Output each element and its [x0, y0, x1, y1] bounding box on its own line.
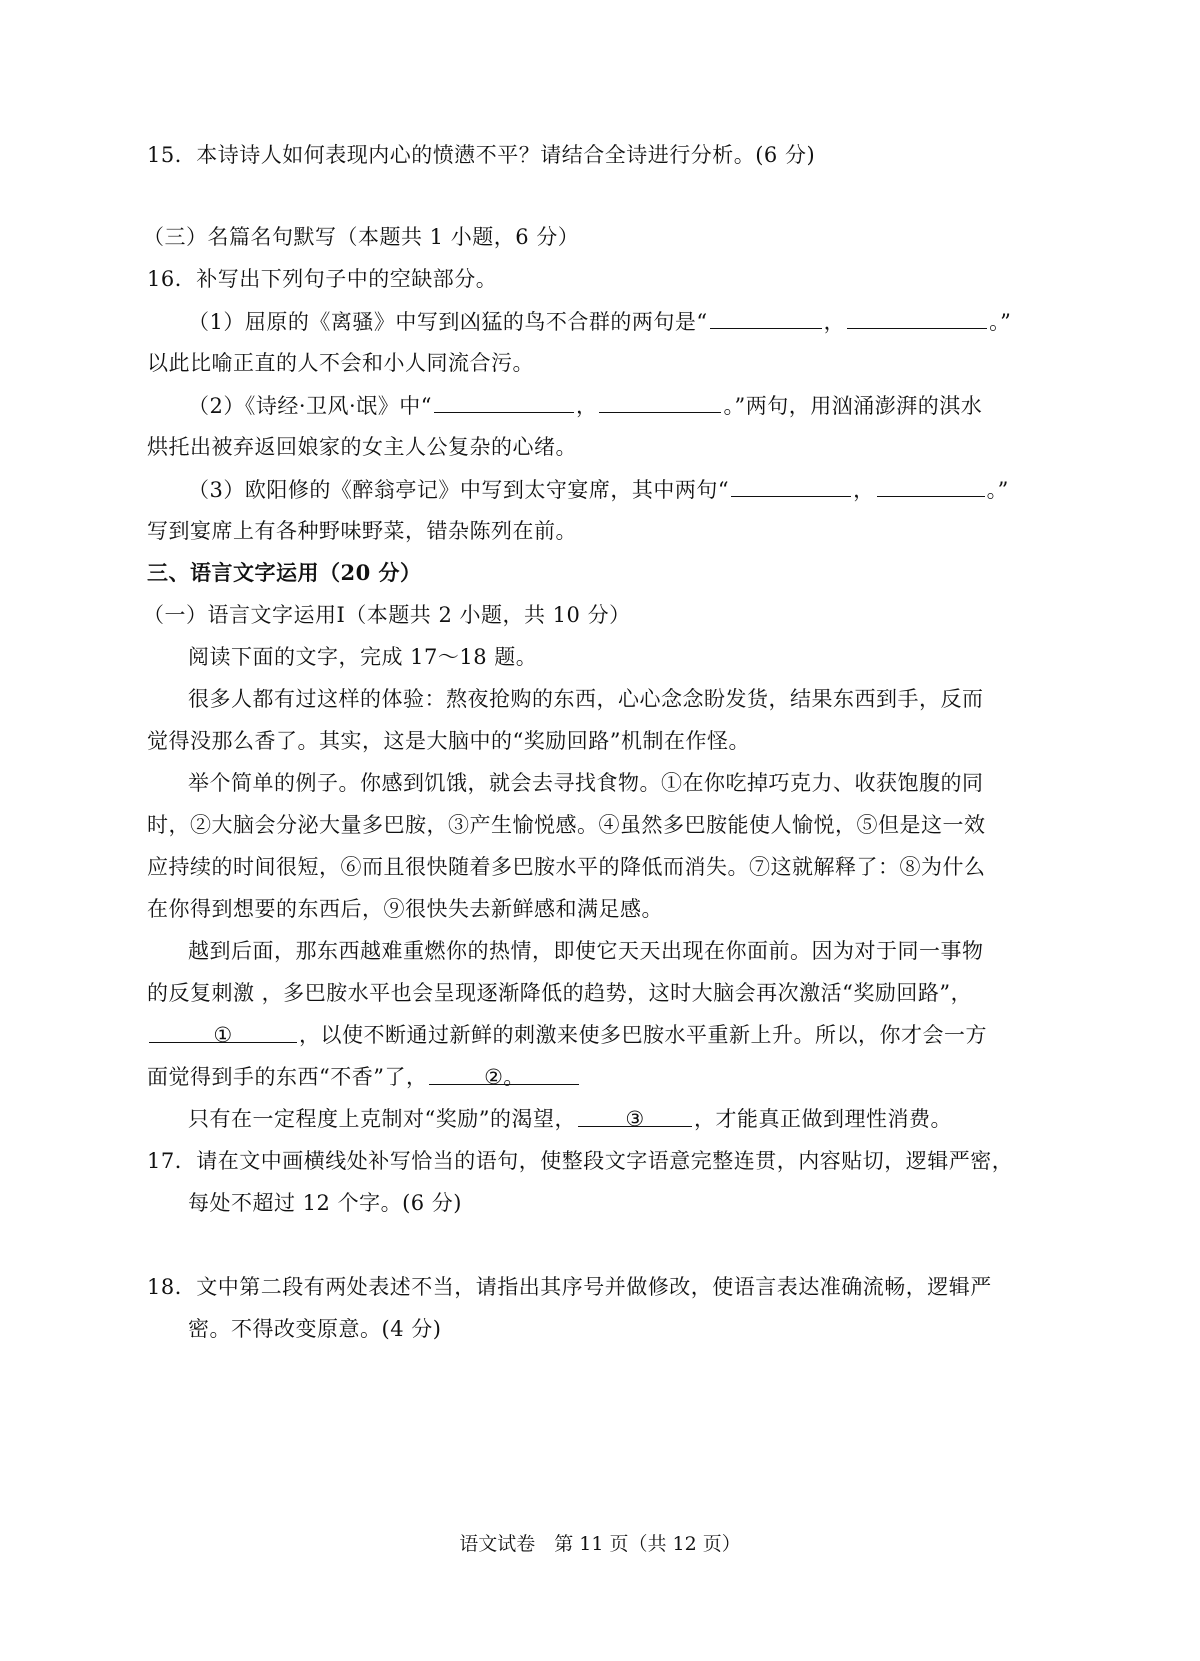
- answer-blank: [847, 306, 987, 329]
- q16-2-text: （2）《诗经·卫风·氓》中“: [188, 394, 432, 418]
- blank-2-end: 。: [503, 1065, 525, 1089]
- passage-p2-line3: 应持续的时间很短，⑥而且很快随着多巴胺水平的降低而消失。⑦这就解释了：⑧为什么: [147, 855, 986, 879]
- answer-blank-2: [429, 1062, 579, 1089]
- q16-3-end: 。”: [986, 478, 1009, 502]
- question-16-3: [188, 474, 1009, 505]
- passage-text: 面觉得到手的东西“不香”了，: [147, 1065, 428, 1089]
- answer-blank: [710, 306, 822, 329]
- part-3-subsection-1-heading: （一）语言文字运用Ⅰ（本题共 2 小题，共 10 分）: [143, 603, 631, 627]
- question-16-1: [188, 306, 1011, 337]
- passage-p2-line2: 时，②大脑会分泌大量多巴胺，③产生愉悦感。④虽然多巴胺能使人愉悦，⑤但是这一效: [147, 813, 986, 837]
- question-17-line2: 每处不超过 12 个字。(6 分): [188, 1191, 462, 1215]
- passage-p3-line2: 的反复刺激 ，多巴胺水平也会呈现逐渐降低的趋势，这时大脑会再次激活“奖励回路”，: [147, 981, 973, 1005]
- passage-p3-line3: [147, 1020, 987, 1050]
- passage-text: ，才能真正做到理性消费。: [693, 1107, 952, 1131]
- passage-p1-line2: 觉得没那么香了。其实，这是大脑中的“奖励回路”机制在作怪。: [147, 729, 750, 753]
- passage-p2-line1: 举个简单的例子。你感到饥饿，就会去寻找食物。①在你吃掉巧克力、收获饱腹的同: [188, 771, 984, 795]
- question-16: 16．补写出下列句子中的空缺部分。: [147, 267, 498, 291]
- passage-text: 只有在一定程度上克制对“奖励”的渴望，: [188, 1107, 576, 1131]
- reading-intro: 阅读下面的文字，完成 17～18 题。: [188, 645, 538, 669]
- answer-blank: [599, 390, 721, 413]
- q16-1-text: （1）屈原的《离骚》中写到凶猛的鸟不合群的两句是“: [188, 310, 708, 334]
- answer-blank-3: ③: [578, 1104, 692, 1127]
- answer-blank: [877, 474, 985, 497]
- answer-blank: [434, 390, 574, 413]
- answer-blank: [731, 474, 851, 497]
- q16-2-end: 。”两句，用汹涌澎湃的淇水: [723, 394, 983, 418]
- question-18-line2: 密。不得改变原意。(4 分): [188, 1317, 442, 1341]
- passage-p4: [188, 1104, 952, 1134]
- question-15: 15．本诗诗人如何表现内心的愤懑不平？请结合全诗进行分析。(6 分): [147, 143, 816, 167]
- passage-text: ，以使不断通过新鲜的刺激来使多巴胺水平重新上升。所以，你才会一方: [299, 1023, 987, 1047]
- page-footer: 语文试卷 第 11 页（共 12 页）: [459, 1533, 741, 1555]
- q16-1-end: 。”: [989, 310, 1012, 334]
- answer-blank-1: ①: [149, 1020, 297, 1043]
- q16-1-sep: ，: [823, 310, 846, 334]
- passage-p1-line1: 很多人都有过这样的体验：熬夜抢购的东西，心心念念盼发货，结果东西到手，反而: [188, 687, 984, 711]
- passage-p3-line4: [147, 1062, 581, 1092]
- passage-p2-line4: 在你得到想要的东西后，⑨很快失去新鲜感和满足感。: [147, 897, 663, 921]
- q16-3-text: （3）欧阳修的《醉翁亭记》中写到太守宴席，其中两句“: [188, 478, 730, 502]
- question-16-1-cont: 以此比喻正直的人不会和小人同流合污。: [147, 351, 534, 375]
- question-17-line1: 17．请在文中画横线处补写恰当的语句，使整段文字语意完整连贯，内容贴切，逻辑严密，: [147, 1149, 1014, 1173]
- q16-3-sep: ，: [853, 478, 875, 502]
- question-16-2: [188, 390, 982, 421]
- part-3-heading: 三、语言文字运用（20 分）: [147, 560, 422, 585]
- passage-p3-line1: 越到后面，那东西越难重燃你的热情，即使它天天出现在你面前。因为对于同一事物: [188, 939, 984, 963]
- section-3-famous-lines-heading: （三）名篇名句默写（本题共 1 小题，6 分）: [143, 225, 580, 249]
- blank-2-marker: ②: [484, 1065, 504, 1089]
- question-16-3-cont: 写到宴席上有各种野味野菜，错杂陈列在前。: [147, 519, 577, 543]
- q16-2-sep: ，: [575, 394, 598, 418]
- question-16-2-cont: 烘托出被弃返回娘家的女主人公复杂的心绪。: [147, 435, 577, 459]
- question-18-line1: 18．文中第二段有两处表述不当，请指出其序号并做修改，使语言表达准确流畅，逻辑严: [147, 1275, 992, 1299]
